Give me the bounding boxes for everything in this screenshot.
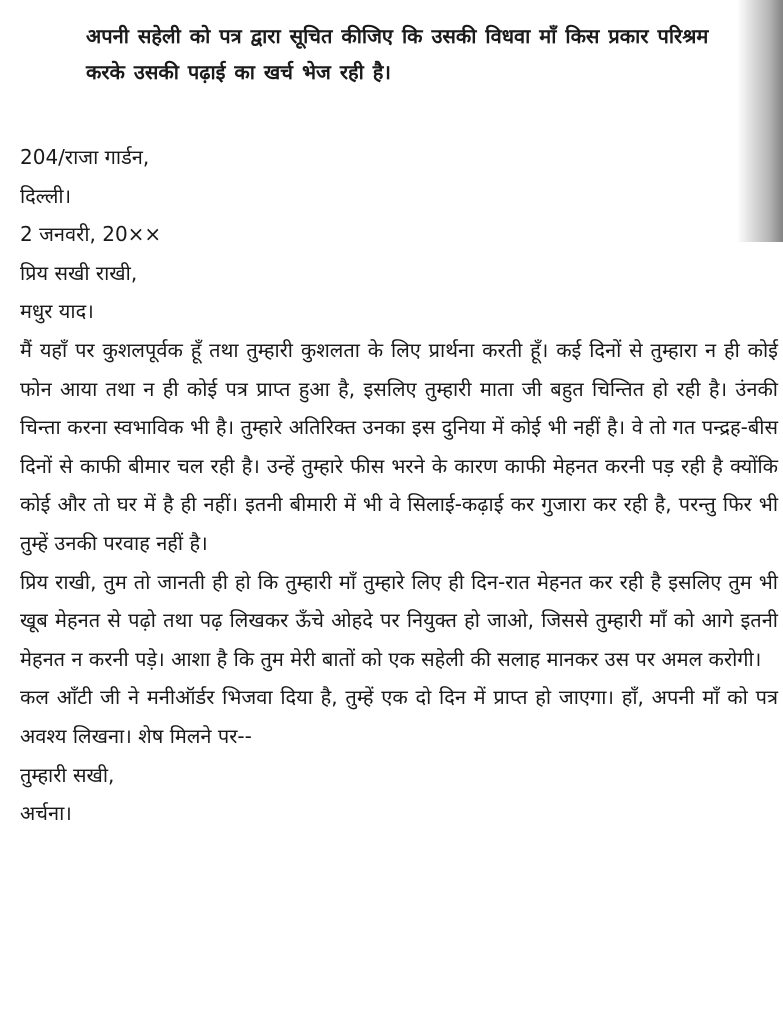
letter-date: 2 जनवरी, 20××: [20, 222, 162, 247]
question-heading: अपनी सहेली को पत्र द्वारा सूचित कीजिए कि उसकी विधवा माँ किस प्रकार परिश्रम करके उसकी पढ़ाई का खर्च भेज रही है।: [86, 24, 709, 84]
closing: तुम्हारी सखी,: [20, 762, 115, 787]
letter-paragraph-1: मैं यहाँ पर कुशलपूर्वक हूँ तथा तुम्हारी कुशलता के लिए प्रार्थना करती हूँ। कई दिनों से तुम्हारा न ही कोई फोन आया तथा न ही कोई पत्र प्राप्त हुआ है, इसलिए तुम्हारी माता जी बहुत चिन्तित हो रही है। उंनकी चिन्ता करना स्वभाविक भी है। तुम्हारे अतिरिक्त उनका इस दुनिया में कोई भी नहीं है। वे तो गत पन्द्रह-बीस दिनों से काफी बीमार चल रही है। उन्हें तुम्हारे फीस भरने के कारण काफी मेहनत करनी पड़ रही है क्योंकि कोई और तो घर में है ही नहीं। इतनी बीमारी में भी वे सिलाई-कढ़ाई कर गुजारा कर रही है, परन्तु फिर भी तुम्हें उनकी परवाह नहीं है।: [20, 337, 778, 555]
letter-paragraph-3: कल आँटी जी ने मनीऑर्डर भिजवा दिया है, तुम्हें एक दो दिन में प्राप्त हो जाएगा। हाँ, अपनी माँ को पत्र अवश्य लिखना। शेष मिलने पर--: [20, 685, 778, 748]
sender-address-line-1: 204/राजा गार्डन,: [20, 145, 150, 169]
greeting: मधुर याद।: [20, 299, 94, 324]
signature: अर्चना।: [20, 801, 72, 826]
letter-body: [20, 138, 778, 833]
salutation: प्रिय सखी राखी,: [20, 260, 138, 285]
letter-paragraph-2: प्रिय राखी, तुम तो जानती ही हो कि तुम्हारी माँ तुम्हारे लिए ही दिन-रात मेहनत कर रही है इसलिए तुम भी खूब मेहनत से पढ़ो तथा पढ़ लिखकर ऊँचे ओहदे पर नियुक्त हो जाओ, जिससे तुम्हारी माँ को आगे इतनी मेहनत न करनी पड़े। आशा है कि तुम मेरी बातों को एक सहेली की सलाह मानकर उस पर अमल करोगी।: [20, 569, 778, 671]
sender-address-line-2: दिल्ली।: [20, 183, 72, 208]
